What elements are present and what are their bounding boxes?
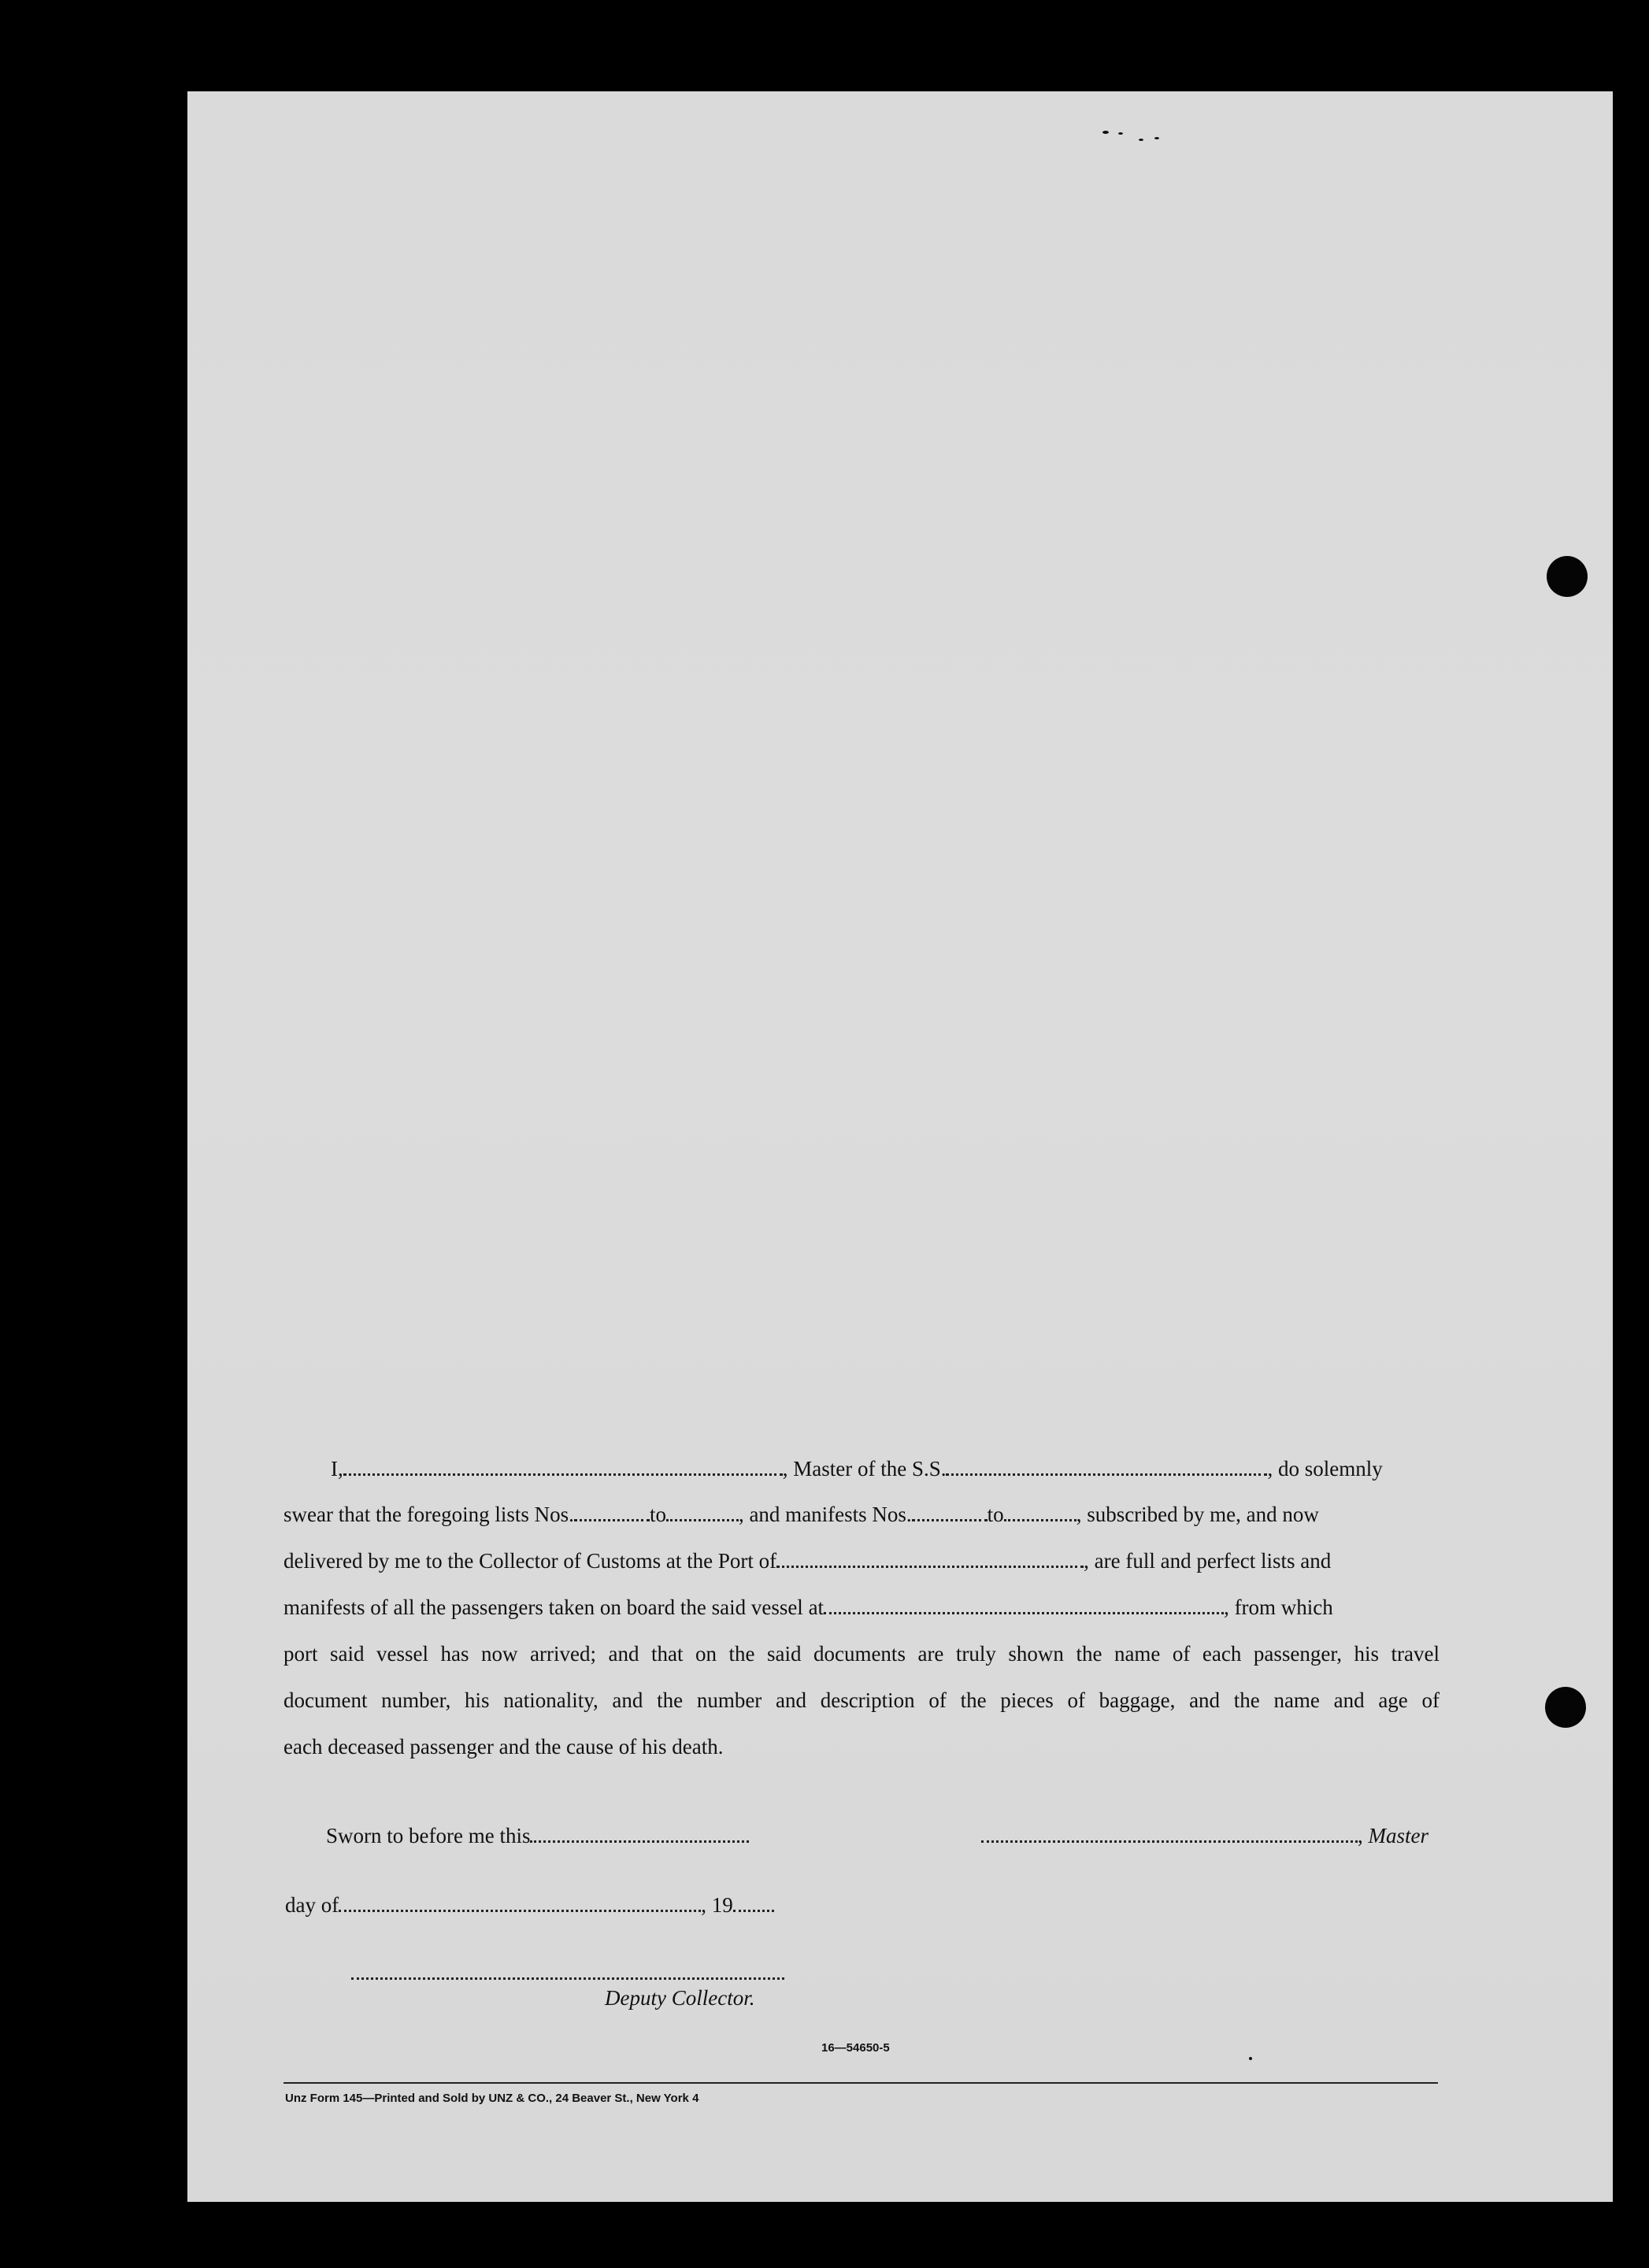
oath-text: to [987,1503,1004,1526]
speck [1118,132,1123,135]
printer-footer: Unz Form 145—Printed and Sold by UNZ & CO., 24 Beaver St., New York 4 [285,2092,699,2105]
oath-text: , and manifests Nos. [738,1503,912,1526]
oath-line-6: document number, his nationality, and the number and description of the pieces of baggage, and the name and age of [283,1688,1440,1712]
oath-text: delivered by me to the Collector of Customs at the Port of [283,1549,777,1573]
oath-text: I, [331,1457,343,1480]
deputy-collector-label: Deputy Collector. [605,1986,755,2010]
deputy-signature-line [351,1961,784,1985]
master-name-blank [343,1459,783,1476]
oath-text: , Master of the S.S. [782,1457,947,1480]
port-blank [776,1551,1084,1568]
list-to-blank [666,1505,739,1521]
oath-text: , from which [1224,1595,1333,1619]
master-label: Master [1368,1824,1429,1847]
oath-line-2 [283,1503,1440,1527]
master-signature-line: , Master [981,1824,1429,1848]
sworn-text: day of [285,1893,339,1917]
oath-text: to [649,1503,666,1526]
deputy-signature-blank [351,1963,784,1980]
punch-hole-lower [1545,1687,1586,1728]
speck [1139,139,1143,141]
bleed-through-row [282,461,1510,476]
oath-text: , do solemnly [1267,1457,1383,1480]
sworn-date-blank [530,1826,749,1843]
oath-line-3 [283,1549,1440,1573]
sworn-text: Sworn to before me this [326,1824,531,1847]
oath-text: swear that the foregoing lists Nos. [283,1503,574,1526]
year-blank [733,1896,774,1912]
manifest-from-blank [912,1505,988,1521]
master-signature-blank [981,1826,1358,1843]
oath-line-4 [283,1595,1440,1620]
footer-rule [283,2082,1438,2084]
speck [1154,137,1159,139]
sworn-text: , 19 [701,1893,733,1917]
manifest-to-blank [1004,1505,1076,1521]
month-blank [339,1896,701,1912]
form-number: 16—54650-5 [821,2041,890,2055]
sworn-before-line [326,1824,749,1848]
bleed-through-row [282,391,1510,405]
embarkation-port-blank [824,1598,1224,1614]
form-sheet [187,91,1613,2202]
oath-text: manifests of all the passengers taken on board the said vessel at [283,1595,824,1619]
ship-name-blank [946,1459,1267,1476]
oath-text: , subscribed by me, and now [1076,1503,1319,1526]
punch-hole-upper [1547,556,1588,597]
oath-line-7: each deceased passenger and the cause of his death. [283,1735,724,1758]
oath-line-5: port said vessel has now arrived; and that on the said documents are truly shown the name of each passenger, his travel [283,1642,1440,1666]
speck [1102,131,1109,134]
oath-text: , are full and perfect lists and [1084,1549,1332,1573]
speck [1249,2057,1252,2060]
list-from-blank [574,1505,650,1521]
oath-line-1 [283,1457,1440,1481]
day-of-line [285,1893,774,1918]
